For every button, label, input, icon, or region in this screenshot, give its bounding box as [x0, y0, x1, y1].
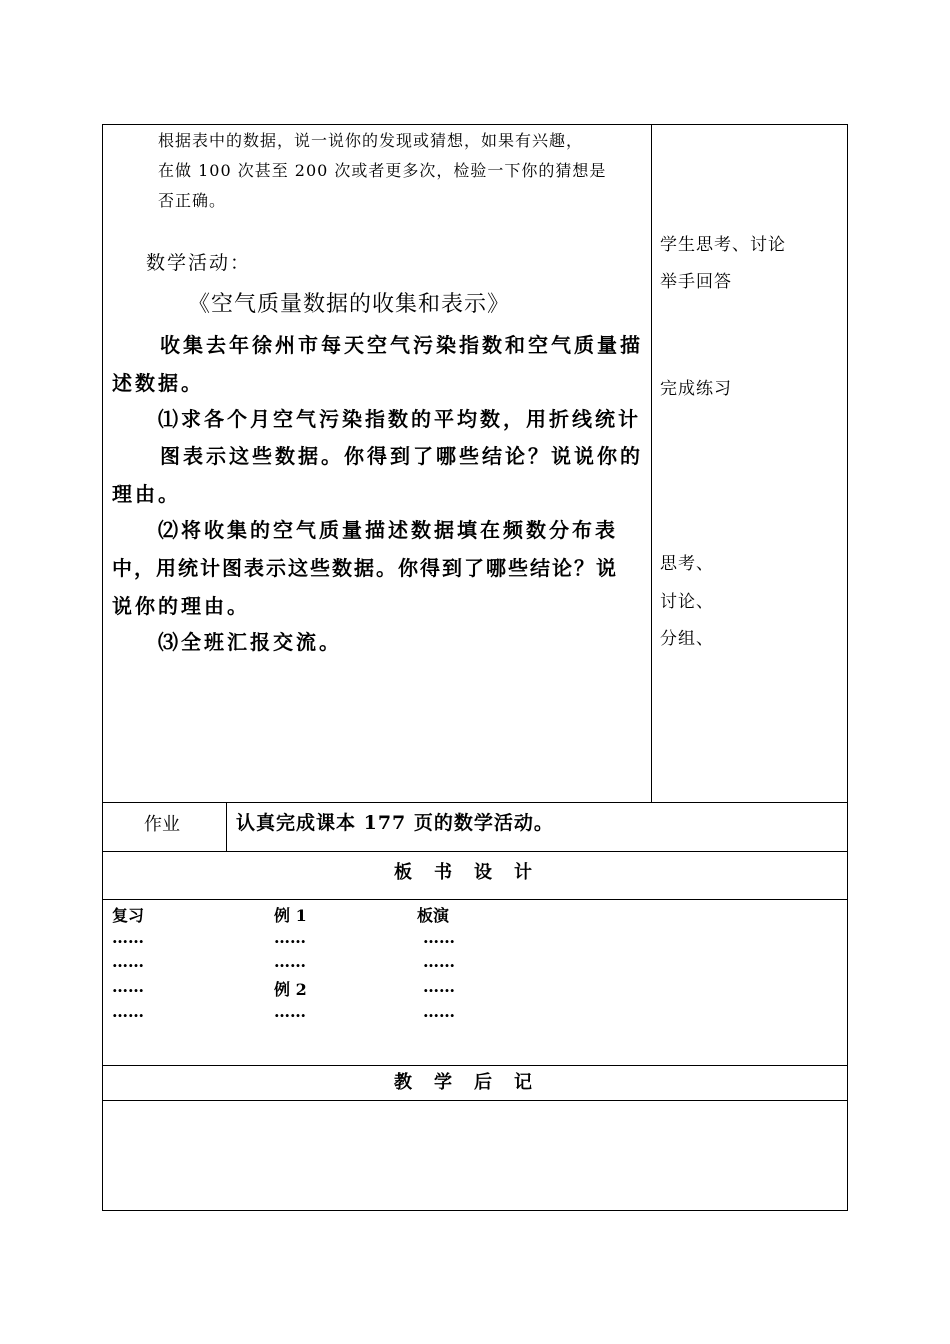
item1-line-1: ⑴求各个月空气污染指数的平均数，用折线统计 [158, 407, 641, 431]
intro-line-1: 根据表中的数据，说一说你的发现或猜想，如果有兴趣， [158, 131, 584, 150]
homework-content: 认真完成课本 177 页的数学活动。 [236, 812, 554, 834]
board-col1-line-1: 复习 [112, 906, 145, 925]
board-col2-line-3: …… [274, 952, 306, 971]
row-divider-homework-top [102, 802, 848, 803]
side-practice: 完成练习 [660, 379, 732, 399]
board-col2-line-4: 例 2 [274, 980, 307, 999]
activity-title: 《空气质量数据的收集和表示》 [188, 292, 511, 317]
homework-label-divider [226, 802, 227, 852]
side-discuss-line-1: 思考、 [660, 554, 714, 574]
board-col3-line-3: …… [423, 952, 455, 971]
side-think-line-2: 举手回答 [660, 272, 732, 292]
activity-heading: 数学活动： [146, 252, 252, 274]
item1-line-2: 图表示这些数据。你得到了哪些结论？说说你的 [160, 444, 643, 468]
board-col3-line-4: …… [423, 977, 455, 996]
row-divider-board-content-top [102, 899, 848, 900]
board-col3-line-1: 板演 [417, 906, 450, 925]
item3-line: ⑶全班汇报交流。 [158, 630, 342, 654]
intro-line-2: 在做 100 次甚至 200 次或者更多次，检验一下你的猜想是 [158, 161, 607, 180]
board-col1-line-3: …… [112, 952, 144, 971]
item2-line-1: ⑵将收集的空气质量描述数据填在频数分布表 [158, 518, 618, 542]
collect-line-2: 述数据。 [112, 371, 204, 395]
homework-label: 作业 [144, 814, 180, 835]
row-divider-reflection-title-top [102, 1065, 848, 1066]
reflection-title: 教 学 后 记 [394, 1072, 534, 1093]
item2-line-3: 说你的理由。 [112, 594, 250, 618]
column-divider [651, 124, 652, 803]
collect-line-1: 收集去年徐州市每天空气污染指数和空气质量描 [160, 333, 643, 357]
board-col1-line-5: …… [112, 1002, 144, 1021]
board-col1-line-2: …… [112, 928, 144, 947]
side-discuss-line-3: 分组、 [660, 629, 714, 649]
board-col2-line-1: 例 1 [274, 906, 307, 925]
board-col3-line-2: …… [423, 928, 455, 947]
item2-line-2: 中，用统计图表示这些数据。你得到了哪些结论？说 [112, 556, 618, 580]
board-col2-line-5: …… [274, 1002, 306, 1021]
item1-line-3: 理由。 [112, 482, 181, 506]
row-divider-board-title-top [102, 851, 848, 852]
board-design-title: 板 书 设 计 [394, 862, 534, 883]
side-discuss-line-2: 讨论、 [660, 592, 714, 612]
intro-line-3: 否正确。 [158, 191, 227, 210]
reflection-content-area [103, 1101, 847, 1209]
board-col2-line-2: …… [274, 928, 306, 947]
board-col1-line-4: …… [112, 977, 144, 996]
board-col3-line-5: …… [423, 1002, 455, 1021]
side-think-line-1: 学生思考、讨论 [660, 235, 786, 255]
